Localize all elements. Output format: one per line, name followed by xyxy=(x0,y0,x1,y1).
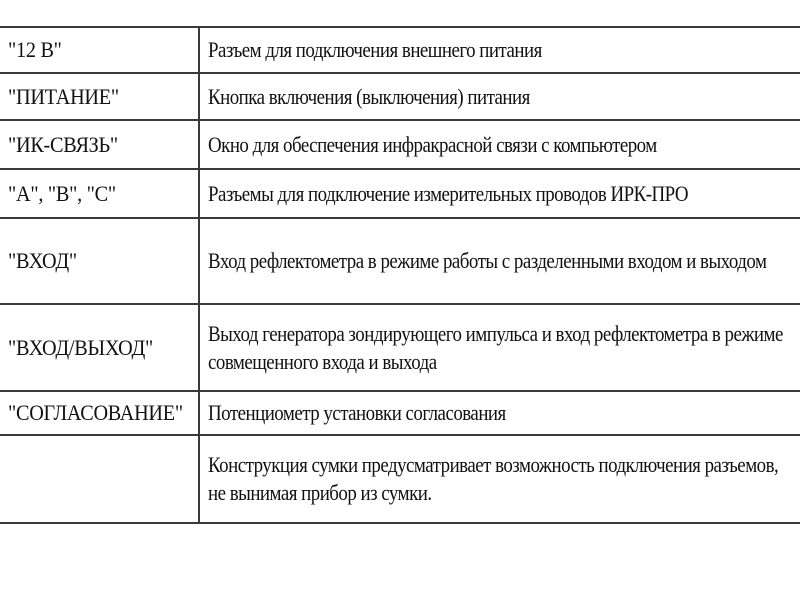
connector-description: Разъем для подключения внешнего питания xyxy=(208,37,542,62)
connector-label: "СОГЛАСОВАНИЕ" xyxy=(8,400,183,425)
connector-description-cell xyxy=(199,120,800,169)
connector-label: "ПИТАНИЕ" xyxy=(8,83,119,109)
connector-description-cell xyxy=(199,218,800,304)
connector-description-cell xyxy=(199,304,800,391)
connector-label-cell xyxy=(0,169,199,218)
connector-description: Выход генератора зондирующего импульса и вход рефлектометра в режиме совмещенного входа и выхода xyxy=(208,320,783,374)
connector-description-cell xyxy=(199,73,800,120)
connector-description-cell xyxy=(199,169,800,218)
table-row xyxy=(0,391,800,435)
connector-description: Разъемы для подключение измерительных проводов ИРК-ПРО xyxy=(208,180,689,206)
connector-description: Потенциометр установки согласования xyxy=(208,400,506,425)
connector-description-cell xyxy=(199,391,800,435)
connector-description-cell xyxy=(199,435,800,523)
table-row xyxy=(0,169,800,218)
connector-label: "ВХОД/ВЫХОД" xyxy=(8,334,154,360)
connector-label-cell xyxy=(0,435,199,523)
table-row xyxy=(0,304,800,391)
connector-label-cell xyxy=(0,304,199,391)
connector-description: Вход рефлектометра в режиме работы с разделенными входом и выходом xyxy=(208,248,767,273)
connector-description: Окно для обеспечения инфракрасной связи с компьютером xyxy=(208,131,657,157)
connector-description-cell xyxy=(199,27,800,73)
table-row xyxy=(0,218,800,304)
table-row xyxy=(0,27,800,73)
connector-label-cell xyxy=(0,73,199,120)
connector-label-cell xyxy=(0,27,199,73)
connector-label-cell xyxy=(0,391,199,435)
connector-description: Конструкция сумки предусматривает возможность подключения разъемов, не вынимая прибор из сумки. xyxy=(208,452,779,505)
connector-description: Кнопка включения (выключения) питания xyxy=(208,83,530,109)
table-row xyxy=(0,435,800,523)
connector-label: "12 В" xyxy=(8,37,62,62)
connector-description-table xyxy=(0,26,800,524)
table-row xyxy=(0,120,800,169)
connector-label: "ВХОД" xyxy=(8,248,77,273)
connector-label-cell xyxy=(0,120,199,169)
connector-label: "ИК-СВЯЗЬ" xyxy=(8,131,118,157)
table-row xyxy=(0,73,800,120)
connector-label-cell xyxy=(0,218,199,304)
connector-label: "А", "В", "С" xyxy=(8,180,116,206)
